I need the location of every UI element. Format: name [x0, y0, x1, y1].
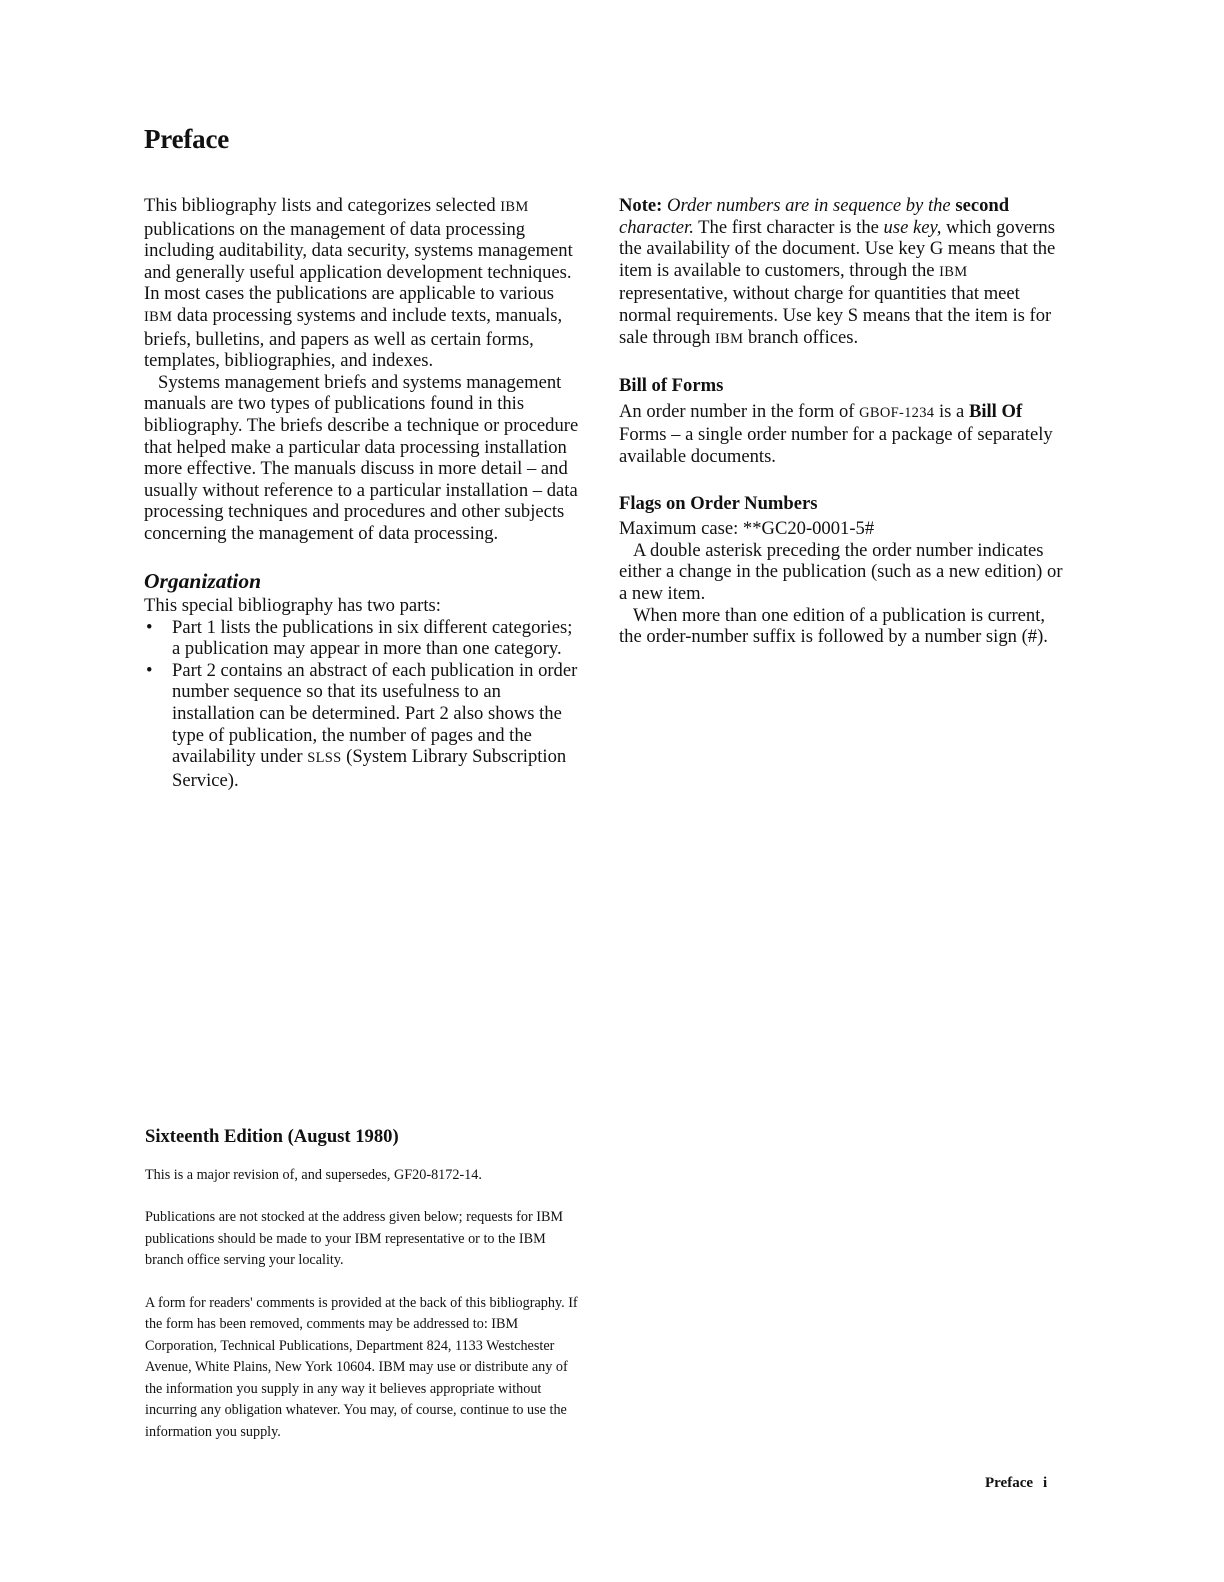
text-run: This bibliography lists and categorizes selected [144, 195, 501, 216]
organization-heading: Organization [144, 568, 262, 593]
intro-paragraph [144, 195, 584, 372]
edition-comments-text: A form for readers' comments is provided at the back of this bibliography. If the form has been removed, comments may be addressed to: IBM Corporation, Technical Publications, Department 824, 1133 Westchester Avenue, White Plains, New York 10604. IBM may use or distribute any of the information you supply in any way it believes appropriate without incurring any obligation whatever. You may, of course, continue to use the information you supply. [145, 1294, 578, 1440]
text-run: which governs the availability of the document. Use key G means that the item is available to customers, through the [619, 216, 1056, 281]
ibm-smallcaps: IBM [939, 263, 968, 280]
list-item [144, 617, 584, 660]
flags-maximum-case: Maximum case: **GC20-0001-5# [619, 518, 875, 540]
text-run: Bill Of [968, 400, 1023, 422]
ibm-smallcaps: IBM [715, 330, 744, 347]
ibm-smallcaps: IBM [144, 308, 173, 325]
flags-paragraph-1: A double asterisk preceding the order number indicates either a change in the publication (such as a new edition) or a new item. [619, 539, 1063, 604]
text-run: An order number in the form of [619, 400, 860, 422]
bullet-icon: • [146, 616, 153, 638]
systems-management-paragraph: Systems management briefs and systems management manuals are two types of publications found in this bibliography. The briefs describe a technique or procedure that helped make a particular data processing installation more effective. The manuals discuss in more detail – and usually without reference to a particular installation – data processing techniques and procedures and other subjects concerning the management of data processing. [144, 371, 579, 544]
flags-heading: Flags on Order Numbers [619, 492, 818, 514]
page-title: Preface [144, 124, 230, 154]
bill-of-forms-paragraph [619, 401, 1064, 468]
note-label: Note: [619, 195, 663, 216]
list-item [144, 660, 584, 792]
list-item-text: Part 2 contains an abstract of each publication in order number sequence so that its usefulness to an installation can be determined. Part 2 also shows the type of publication, the number of pages and the availability under [172, 659, 578, 768]
text-run: Order numbers are in sequence by the [662, 195, 956, 216]
flags-paragraph-2: When more than one edition of a publication is current, the order-number suffix is followed by a number sign (#). [619, 604, 1048, 648]
footer-label: Preface [985, 1475, 1034, 1491]
text-run: character. [619, 216, 694, 238]
edition-revision-text: This is a major revision of, and supersedes, GF20-8172-14. [145, 1166, 482, 1183]
text-run: Forms – a single order number for a package of separately available documents. [619, 424, 1053, 467]
text-run: publications on the management of data processing including auditability, data security, systems management and generally useful application development techniques. In most cases the publications are applicable to various [144, 218, 573, 305]
right-column [619, 195, 1064, 648]
text-run: second [955, 195, 1010, 216]
page-footer [985, 1475, 1047, 1492]
bullet-icon: • [146, 659, 153, 681]
note-paragraph [619, 195, 1064, 350]
slss-smallcaps: SLSS [307, 750, 342, 767]
ibm-smallcaps: IBM [500, 199, 529, 215]
page-number: i [1043, 1475, 1048, 1491]
left-column [144, 195, 584, 791]
edition-notice [145, 1126, 585, 1464]
organization-intro: This special bibliography has two parts: [144, 595, 441, 617]
text-run: representative, without charge for quantities that meet normal requirements. Use key S means that the item is for sale through [619, 283, 1052, 348]
text-run: use key, [883, 216, 942, 238]
text-run: branch offices. [743, 326, 859, 348]
text-run: The first character is the [693, 216, 884, 238]
text-run: is a [934, 400, 969, 422]
edition-stock-text: Publications are not stocked at the address given below; requests for IBM publications should be made to your IBM representative or to the IBM branch office serving your locality. [145, 1209, 564, 1268]
parts-list [144, 617, 584, 792]
bill-of-forms-heading: Bill of Forms [619, 375, 724, 397]
flags-section [619, 493, 1064, 648]
text-run: data processing systems and include texts, manuals, briefs, bulletins, and papers as well as certain forms, templates, bibliographies, and indexes. [144, 304, 563, 372]
order-code: GBOF-1234 [859, 404, 935, 421]
list-item-text: (System Library Subscription Service). [172, 746, 567, 791]
edition-heading: Sixteenth Edition (August 1980) [145, 1126, 399, 1147]
list-item-text: Part 1 lists the publications in six different categories; a publication may appear in more than one category. [172, 616, 573, 660]
bill-of-forms-section [619, 375, 1064, 467]
